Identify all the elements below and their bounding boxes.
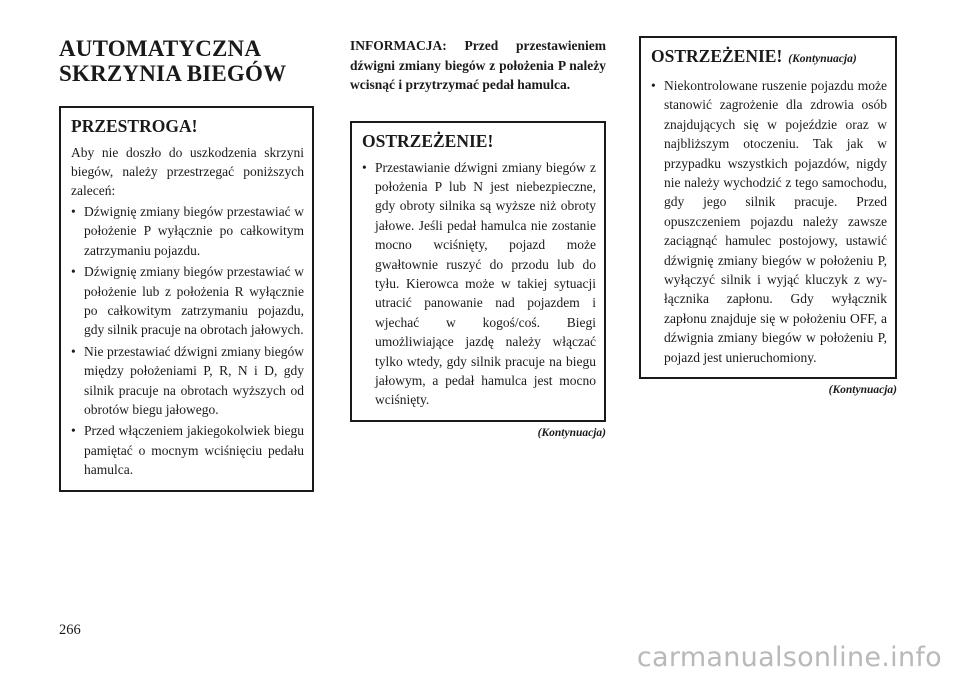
warning-item: • Przestawianie dźwigni zmiany biegów z położenia P lub N jest niebezpieczne, gdy obroty silnika są wyższe niż obroty jałowe. Jeśli pedał hamulca nie zostanie mocno wciśnięty, pojazd może gwałtownie ruszyć do przodu lub do tyłu. Kierowca może w takiej sytuacji utracić panowanie nad pojazdem i wjechać w kogoś/coś. Biegi umożliwiające jazdę należy włączać tylko wtedy, gdy silnik pracuje na biegu jałowym, a pedał hamulca jest mocno wciśnięty. <box>362 159 596 408</box>
bullet-icon: • <box>71 343 76 359</box>
caution-list <box>71 202 304 480</box>
continued-label: (Kontynuacja) <box>828 384 897 397</box>
bullet-icon: • <box>71 204 76 219</box>
bullet-icon: • <box>71 423 76 439</box>
section-title-line-1: AUTOMATYCZNA <box>59 36 262 61</box>
warning-item: • Niekontrolowane ruszenie pojazdu może stanowić zagrożenie dla zdrowia osób znajdujących się w pojeździe oraz w najbliższym otoczeniu. Tak jak w przypadku wszystkich pojazdów, nigdy nie należy wychodzić z tego samochodu, gdy jego silnik pracuje. Przed opuszczeniem pojazdu należy zawsze zaciągnąć hamulec postojowy, ustawić dźwignię zmiany biegów w położeniu P, wyłączyć silnik i wyjąć kluczyk z wyłącznika zapłonu. Gdy wyłącznik zapłonu znajduje się w położeniu OFF, a dźwignia zmiany biegów w położeniu P, pojazd jest unieruchomiony. <box>651 78 887 365</box>
warning-title: OSTRZEŻENIE! <box>362 130 494 151</box>
warning-list <box>362 158 596 410</box>
section-title-line-2: SKRZYNIA BIEGÓW <box>59 61 287 86</box>
continued-label: (Kontynuacja) <box>537 426 606 439</box>
caution-item: • Dźwignię zmiany biegów przestawiać w położenie lub z położenia R wyłącznie po całkowitym zatrzymaniu pojazdu, gdy silnik pracuje na obrotach jałowych. <box>71 264 304 338</box>
information-note: INFORMACJA: Przed przestawieniem dźwigni zmiany biegów z położenia P należy wcisnąć i przytrzymać pedał hamulca. <box>350 38 606 92</box>
caution-title: PRZESTROGA! <box>71 116 198 136</box>
column-right <box>639 36 897 396</box>
caution-item: • Dźwignię zmiany biegów przestawiać w położenie P wyłącznie po całkowitym zatrzymaniu pojazdu. <box>71 204 304 258</box>
caution-item: • Nie przestawiać dźwigni zmiany biegów między położeniami P, R, N i D, gdy silnik pracuje na obrotach wyższych od obrotów biegu jałowego. <box>71 343 304 418</box>
column-middle <box>350 36 606 439</box>
column-left <box>59 36 314 492</box>
page-number: 266 <box>59 622 81 638</box>
section-title <box>59 36 314 86</box>
caution-box <box>59 106 314 492</box>
caution-item: • Przed włączeniem jakiegokolwiek biegu pamiętać o mocnym wciśnięciu pedału hamulca. <box>71 423 304 478</box>
bullet-icon: • <box>651 78 656 93</box>
warning-continued-subtitle: (Kontynuacja) <box>788 53 857 65</box>
warning-continued-box <box>639 36 897 379</box>
caution-intro: Aby nie doszło do uszkodzenia skrzyni biegów, należy przestrzegać poniższych zaleceń: <box>71 145 304 198</box>
warning-box <box>350 121 606 422</box>
bullet-icon: • <box>362 159 367 175</box>
watermark: carmanualsonline.info <box>636 642 942 673</box>
bullet-icon: • <box>71 264 76 280</box>
warning-continued-list <box>651 76 887 367</box>
warning-continued-title: OSTRZEŻENIE! (Kontynuacja) <box>651 46 857 66</box>
